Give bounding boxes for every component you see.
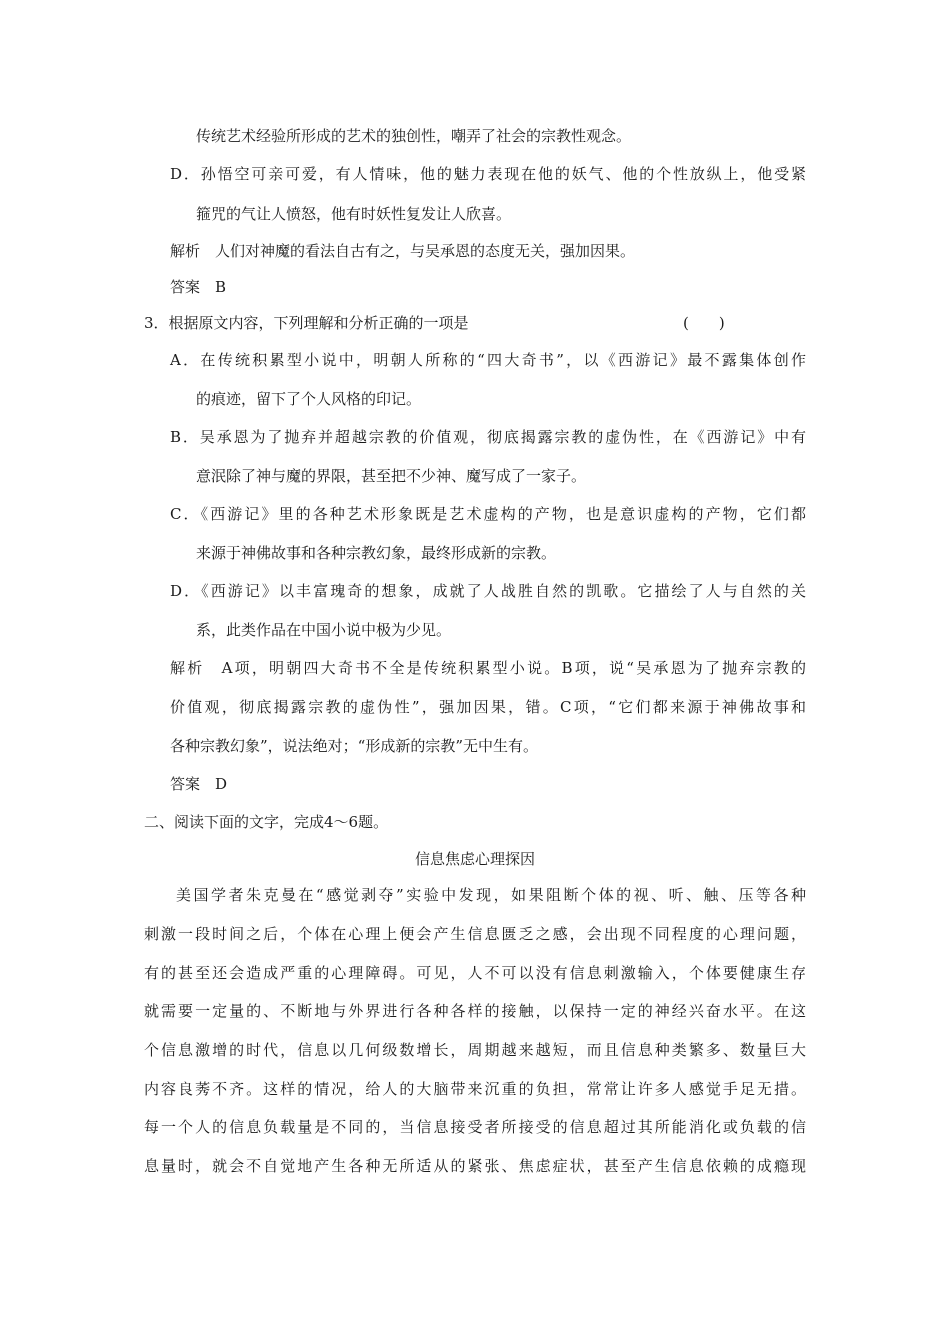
q3-option-a-line2: 的痕迹，留下了个人风格的印记。 bbox=[196, 390, 422, 408]
article-paragraph-line: 刺激一段时间之后，个体在心理上便会产生信息匮乏之感，会出现不同程度的心理问题， bbox=[144, 925, 806, 943]
article-paragraph-line: 内容良莠不齐。这样的情况，给人的大脑带来沉重的负担，常常让许多人感觉手足无措。 bbox=[144, 1080, 806, 1098]
article-paragraph-line: 个信息激增的时代，信息以几何级数增长，周期越来越短，而且信息种类繁多、数量巨大 bbox=[144, 1041, 806, 1059]
q3-option-d-line2: 系，此类作品在中国小说中极为少见。 bbox=[196, 621, 452, 639]
q2-analysis: 解析 人们对神魔的看法自古有之，与吴承恩的态度无关，强加因果。 bbox=[170, 242, 636, 260]
q3-option-d-line1: D．《西游记》以丰富瑰奇的想象，成就了人战胜自然的凯歌。它描绘了人与自然的关 bbox=[170, 582, 806, 600]
q3-option-c-line1: C．《西游记》里的各种艺术形象既是艺术虚构的产物，也是意识虚构的产物，它们都 bbox=[170, 505, 806, 523]
q2-option-d-line1: D．孙悟空可亲可爱，有人情味，他的魅力表现在他的妖气、他的个性放纵上，他受紧 bbox=[170, 165, 806, 183]
q3-option-b-line1: B．吴承恩为了抛弃并超越宗教的价值观，彻底揭露宗教的虚伪性，在《西游记》中有 bbox=[170, 428, 806, 446]
q3-option-c-line2: 来源于神佛故事和各种宗教幻象，最终形成新的宗教。 bbox=[196, 544, 557, 562]
q3-answer: 答案 D bbox=[170, 775, 228, 793]
article-paragraph-line: 有的甚至还会造成严重的心理障碍。可见，人不可以没有信息刺激输入，个体要健康生存 bbox=[144, 964, 806, 982]
q2-answer: 答案 B bbox=[170, 278, 227, 296]
article-paragraph-line: 每一个人的信息负载量是不同的，当信息接受者所接受的信息超过其所能消化或负载的信 bbox=[144, 1118, 806, 1136]
q3-option-a-line1: A．在传统积累型小说中，明朝人所称的“四大奇书”，以《西游记》最不露集体创作 bbox=[170, 351, 806, 369]
q3-stem: 3．根据原文内容，下列理解和分析正确的一项是 bbox=[144, 314, 469, 332]
q3-analysis-line3: 各种宗教幻象”，说法绝对；“形成新的宗教”无中生有。 bbox=[170, 737, 539, 755]
article-paragraph-line: 息量时，就会不自觉地产生各种无所适从的紧张、焦虑症状，甚至产生信息依赖的成瘾现 bbox=[144, 1157, 806, 1175]
q3-analysis-line2: 价值观，彻底揭露宗教的虚伪性”，强加因果，错。C项，“它们都来源于神佛故事和 bbox=[170, 698, 806, 716]
q2-option-d-line2: 箍咒的气让人愤怒，他有时妖性复发让人欣喜。 bbox=[196, 205, 512, 223]
q3-answer-paren: ( ) bbox=[683, 314, 725, 332]
q2-option-c-continued: 传统艺术经验所形成的艺术的独创性，嘲弄了社会的宗教性观念。 bbox=[196, 127, 632, 145]
article-title: 信息焦虑心理探因 bbox=[414, 850, 535, 868]
q3-analysis-line1: 解析 A项，明朝四大奇书不全是传统积累型小说。B项，说“吴承恩为了抛弃宗教的 bbox=[170, 659, 806, 677]
article-paragraph-line: 美国学者朱克曼在“感觉剥夺”实验中发现，如果阻断个体的视、听、触、压等各种 bbox=[176, 886, 806, 904]
section2-heading: 二、阅读下面的文字，完成4～6题。 bbox=[144, 813, 389, 831]
article-paragraph-line: 就需要一定量的、不断地与外界进行各种各样的接触，以保持一定的神经兴奋水平。在这 bbox=[144, 1002, 806, 1020]
q3-option-b-line2: 意泯除了神与魔的界限，甚至把不少神、魔写成了一家子。 bbox=[196, 467, 587, 485]
